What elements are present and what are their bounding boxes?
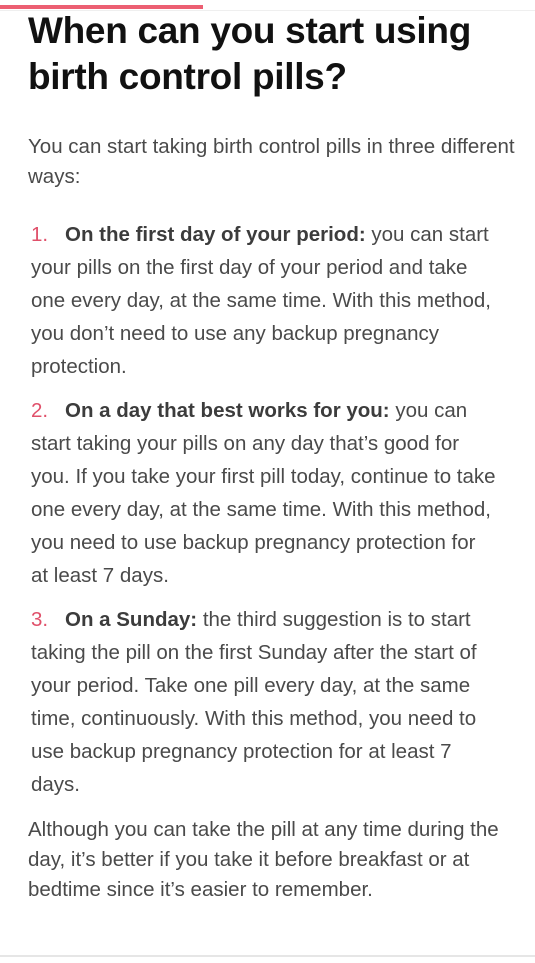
list-item-lead: On a Sunday: — [65, 608, 198, 631]
list-item-text: you can start your pills on the first day of your period and take one every day, at the same time. With this method, you don’t need to use any backup pregnancy protection. — [31, 223, 491, 378]
intro-paragraph: You can start taking birth control pills in three different ways: — [28, 135, 515, 188]
article-title: When can you start using birth control pills? — [28, 10, 472, 97]
list-item-text: you can start taking your pills on any day that’s good for you. If you take your first pill today, continue to take one every day, at the same time. With this method, you need to use backup pregnancy protection for at least 7 days. — [31, 399, 496, 587]
list-item-lead: On the first day of your period: — [65, 223, 366, 246]
list-item-lead: On a day that best works for you: — [65, 399, 390, 422]
list-item — [28, 394, 498, 592]
closing-paragraph: Although you can take the pill at any time during the day, it’s better if you take it before breakfast or at bedtime since it’s easier to remember. — [28, 818, 499, 901]
list-item — [28, 603, 498, 801]
list-number: 2. — [31, 399, 49, 422]
list-number: 3. — [31, 608, 49, 631]
article-content — [28, 8, 518, 905]
bottom-divider — [0, 955, 535, 957]
list-item-text: the third suggestion is to start taking the pill on the first Sunday after the start of your period. Take one pill every day, at the same time, continuously. With this method, you need to use backup pregnancy protection for at least 7 days. — [31, 608, 477, 796]
methods-list — [28, 218, 498, 801]
list-number: 1. — [31, 223, 49, 246]
list-item — [28, 218, 498, 383]
